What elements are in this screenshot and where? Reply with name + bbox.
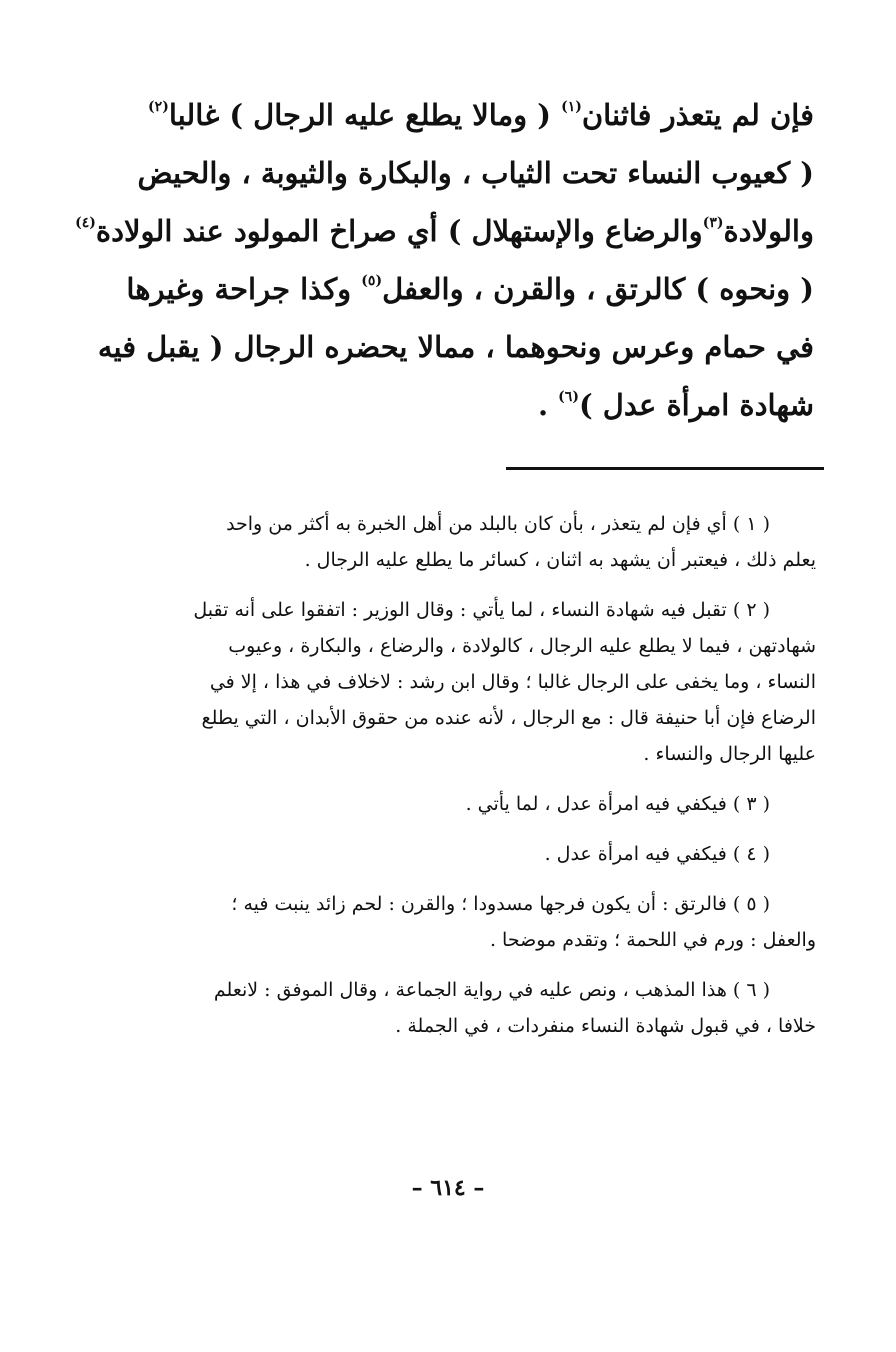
- main-line: والولادة$^{(٣)}$والرضاع والإستهلال ) أي صراخ المولود عند الولادة$^{(٤)}$: [75, 214, 814, 248]
- footnote-line: والعفل : ورم في اللحمة ؛ وتقدم موضحا .: [489, 929, 816, 951]
- main-text: [75, 86, 814, 434]
- footnote-line: خلافا ، في قبول شهادة النساء منفردات ، في الجملة .: [395, 1015, 816, 1037]
- main-line: ( كعيوب النساء تحت الثياب ، والبكارة والثيوبة ، والحيض: [137, 156, 814, 190]
- footnote-2: [90, 592, 816, 772]
- footnote-4: [90, 836, 816, 872]
- footnote-line: يعلم ذلك ، فيعتبر أن يشهد به اثنان ، كسائر ما يطلع عليه الرجال .: [304, 549, 816, 571]
- footnote-ref[interactable]: (٤): [75, 215, 96, 231]
- footnote-ref[interactable]: (١): [561, 99, 582, 115]
- footnote-line: ( ٥ ) فالرتق : أن يكون فرجها مسدودا ؛ والقرن : لحم زائد ينبت فيه ؛: [231, 893, 770, 915]
- footnote-line: الرضاع فإن أبا حنيفة قال : مع الرجال ، لأنه عنده من حقوق الأبدان ، التي يطلع: [201, 707, 816, 729]
- footnote-line: النساء ، وما يخفى على الرجال غالبا ؛ وقال ابن رشد : لاخلاف في هذا ، إلا في: [209, 671, 816, 693]
- footnote-1: [90, 506, 816, 578]
- footnote-line: ( ٦ ) هذا المذهب ، ونص عليه في رواية الجماعة ، وقال الموفق : لانعلم: [213, 979, 770, 1001]
- footnote-6: [90, 972, 816, 1044]
- page-number: – ٦١٤ –: [411, 1175, 485, 1201]
- main-line: في حمام وعرس ونحوهما ، ممالا يحضره الرجال ( يقبل فيه: [97, 330, 814, 364]
- footnote-line: ( ٢ ) تقبل فيه شهادة النساء ، لما يأتي : وقال الوزير : اتفقوا على أنه تقبل: [193, 599, 770, 621]
- main-line: ( ونحوه ) كالرتق ، والقرن ، والعفل$^{(٥)}$ وكذا جراحة وغيرها: [126, 272, 814, 306]
- footnote-line: ( ٣ ) فيكفي فيه امرأة عدل ، لما يأتي .: [465, 793, 770, 815]
- footnote-divider: [506, 467, 824, 470]
- footnote-ref[interactable]: (٣): [702, 215, 724, 231]
- footnote-line: شهادتهن ، فيما لا يطلع عليه الرجال ، كالولادة ، والرضاع ، والبكارة ، وعيوب: [228, 635, 816, 657]
- footnote-line: ( ٤ ) فيكفي فيه امرأة عدل .: [544, 843, 770, 865]
- footnote-3: [90, 786, 816, 822]
- main-line: فإن لم يتعذر فاثنان$^{(١)}$ ( ومالا يطلع عليه الرجال ) غالبا$^{(٢)}$: [148, 98, 814, 132]
- footnote-ref[interactable]: (٢): [148, 99, 169, 115]
- footnote-ref[interactable]: (٦): [558, 389, 579, 405]
- main-line: شهادة امرأة عدل )$^{(٦)}$ .: [537, 388, 814, 422]
- footnote-line: ( ١ ) أي فإن لم يتعذر ، بأن كان بالبلد من أهل الخبرة به أكثر من واحد: [226, 513, 770, 535]
- footnote-ref[interactable]: (٥): [361, 273, 383, 289]
- footnote-line: عليها الرجال والنساء .: [643, 743, 816, 765]
- footnotes-section: [90, 506, 816, 1058]
- footnote-5: [90, 886, 816, 958]
